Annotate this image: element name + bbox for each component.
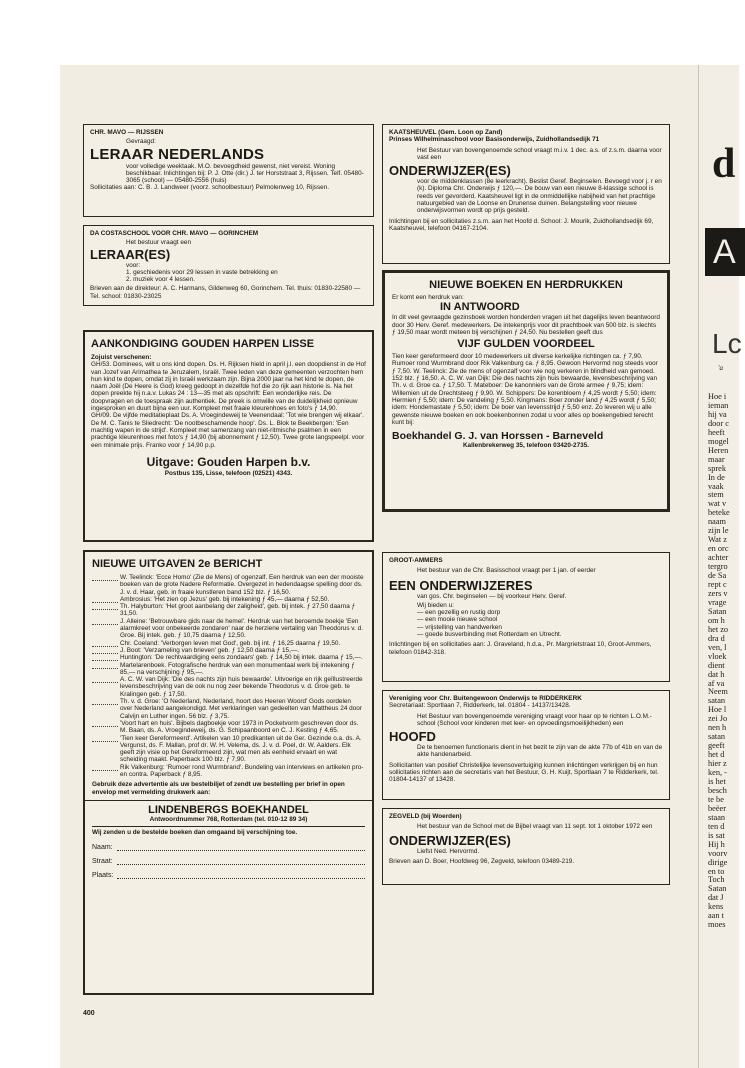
article-line: naam <box>708 517 726 527</box>
name-field[interactable] <box>92 837 365 851</box>
article-line: moes <box>708 920 726 930</box>
ad-body: De te benoemen functionaris dient in het bezit te zijn van de akte 77b of 41b en van de akte handenarbeid. <box>417 744 663 759</box>
article-line: sprek <box>708 463 726 473</box>
ad-title: HOOFD <box>389 729 436 745</box>
article-line: Satan <box>708 606 727 616</box>
ad-voor: voor: <box>126 261 141 269</box>
book-entry <box>92 596 365 603</box>
book-entry-text: J. Alleine: 'Betrouwbare gids naar de hemel'. Herdruk van het beroemde boekje 'Een alarmkreet voor onbekeerde zondaren' naar de herziene vertaling van Theodorus v. d. Groe. Bij intek. geb. ƒ 10,75 daarna ƒ 12,50. <box>120 617 363 640</box>
book-entry <box>92 640 365 647</box>
book-entry-text: Th. Halyburton: 'Het groot aanbelang der zaligheid', geb. bij intek. ƒ 27,50 daarna ƒ 31,50. <box>120 603 356 618</box>
ad-dacosta-gorinchem <box>83 225 374 306</box>
ad-footer: Sollicitanten van positief Christelijke levensovertuiging kunnen inlichtingen verkrijgen bij en hun sollicitaties richten aan de secretaris van het Bestuur, G. H. Kuijt, Sportlaan 7 te Ridderkerk, tel. 01804-14137 of 13428. <box>389 761 659 784</box>
order-note: Gebruik deze advertentie als uw bestelbiljet of zendt uw bestelling per brief in open envelop met vermelding drukwerk aan: <box>92 781 345 796</box>
ad-zegveld <box>382 808 670 885</box>
shop-name: LINDENBERGS BOEKHANDEL <box>148 803 309 816</box>
ad-paragraph: Tien keer gereformeerd door 10 medewerkers uit diverse kerkelijke richtingen ca. ƒ 7,90. Rumoer rond Wurmbrand door Rik Valkenburg ca. ƒ 8,95. Gewoon Hervormd nog steeds voor ƒ 7,50. W. Teelinck: Zie de mens of ogenzalf voor wie nog verkeren in blindheid van gemoed. 152 blz. ƒ 16,50. A. C. W. van Dijk: Die des nachts zijn huis bewaarde, levensbeschrijving van Th. v. d. Groe ca. ƒ 17,50. T. Mateboer: De kanonniers van de Grote armee ƒ 9,75; idem: Willemien uit de Drechtsteeg ƒ 9,90. W. Schippers: De korenbloem ƒ 4,25 wordt ƒ 5,50; idem: Hermien ƒ 5,50; idem: De vandeling ƒ 5,50. Kingmans: Boer zonder land ƒ 4,25 wordt ƒ 5,50; idem: Hondemastate ƒ 5,50; idem: De boer van levensstrijd ƒ 5,50 enz. Zo leveren wij u alle gewenste nieuwe boeken en ook boekenbonnen zodat u voor alles op boekengebied terecht kunt bij: <box>392 353 658 426</box>
ad-mavo-rijssen <box>83 124 374 217</box>
book-entry <box>92 603 365 618</box>
article-line: vaak <box>708 481 724 491</box>
article-line: zijn le <box>708 526 729 536</box>
article-line: heeft <box>708 427 725 437</box>
article-line: mogel <box>708 436 729 446</box>
ad-header: CHR. MAVO — RIJSSEN <box>90 129 164 136</box>
city-field[interactable] <box>92 865 365 879</box>
ad-offer: VIJF GULDEN VOORDEEL <box>457 338 595 351</box>
page-number: 400 <box>83 1010 95 1017</box>
article-line: het zo <box>708 624 729 634</box>
ad-footer: Inlichtingen bij en sollicitaties z.s.m. aan het Hoofd d. School: J. Mourik, Zuidhollandsedijk 69, Kaatsheuvel, telefoon 04167-2104. <box>389 217 654 232</box>
article-line: voorv <box>708 848 728 858</box>
article-line: stem <box>708 490 724 500</box>
article-line: geeft <box>708 741 725 751</box>
ad-intro: Het Bestuur van bovengenoemde school vraagt m.i.v. 1 dec. a.s. of z.s.m. daarna voor vast een <box>417 146 662 161</box>
ad-item: — vrijstelling van handwerken <box>417 623 502 631</box>
book-entry <box>92 662 365 677</box>
book-entry-text: W. Teelinck: 'Ecce Homo' (Zie de Mens) of ogenzalf. Een herdruk van een der mooiste boeken van de grote Nadere Reformatie. Overgezet in hedendaagse spelling door ds. J. v. d. Haar, geb. in fraaie kunstleren band 152 blz. ƒ 16,50. <box>120 574 364 596</box>
article-text-fragment <box>708 393 742 930</box>
article-line: Satan <box>708 884 727 894</box>
article-line: Hoe i <box>708 392 727 401</box>
article-line: dra d <box>708 633 725 643</box>
ad-intro: Er komt een herdruk van: <box>392 294 464 301</box>
article-line: en to <box>708 866 725 876</box>
ad-item: — goede busverbinding met Rotterdam en Utrecht. <box>417 631 562 639</box>
article-line: ken, - <box>708 768 727 778</box>
ad-header: KAATSHEUVEL (Gem. Loon op Zand) <box>389 129 503 136</box>
ad-intro: Gevraagd: <box>126 138 156 146</box>
ad-kaatsheuvel <box>382 124 670 264</box>
ad-title: EEN ONDERWIJZERES <box>389 577 533 593</box>
article-line: nen h <box>708 723 727 733</box>
ad-header: ZEGVELD (bij Woerden) <box>389 813 462 820</box>
article-line: Toch <box>708 875 725 885</box>
article-line: en orc <box>708 544 729 554</box>
ad-title: LERAAR NEDERLANDS <box>90 145 265 163</box>
book-entry <box>92 720 365 735</box>
book-entry <box>92 574 365 596</box>
article-line: is sat <box>708 830 725 840</box>
book-entry-text: 'Tien keer Gereformeerd'. Artikelen van 10 predikanten uit de Ger. Gezinde o.a. ds. A. Vergunst, ds. F. Mallan, prof dr. W. H. Velema, ds. J. v. d. Poel, dr. W. Aalders. Elk geeft zijn visie op het Gereformeerd zijn, wat men als eenheid ervaart en wat scheiding maakt. Paperback 100 blz. ƒ 7,90. <box>120 734 362 764</box>
shop-name: Boekhandel G. J. van Horssen - Barneveld <box>392 430 604 443</box>
ad-intro: Het bestuur van de Chr. Basisschool vraagt per 1 jan. of eerder <box>417 567 596 575</box>
name-label: Naam: <box>92 843 113 851</box>
ad-publisher: Uitgave: Gouden Harpen b.v. <box>146 454 311 469</box>
book-entry <box>92 764 365 779</box>
ad-intro: Het Bestuur van bovengenoemde vereniging vraagt voor haar op te richten L.O.M.-school (School voor kinderen met leer- en opvoedingsmoeilijkheden) een <box>417 712 652 727</box>
ad-intro: Het bestuur vraagt een <box>126 239 192 247</box>
book-entry-text: Chr. Coeland: 'Verborgen leven met God', geb. bij int. ƒ 16,25 daarna ƒ 19,50. <box>120 639 341 647</box>
article-line: zei Jo <box>708 714 728 724</box>
ad-body: voor de middenklassen (8e leerkracht). Beslist Geref. Beginselen. Bevoegd voor j. r en (k). Diploma Chr. Onderwijs ƒ 120,—. De bouw van een nieuwe 8-klassige school is reeds ver gevorderd. Kaatsheuvel ligt in de onmiddellijke nabijheid van het prachtige natuurgebied van de Loonse en Drunense duinen. Belangstelling voor nieuwe onderwijsvormen wordt op prijs gesteld. <box>417 178 662 215</box>
article-line: In de <box>708 472 725 482</box>
book-entry-text: Th. v. d. Groe: 'O Nederland, Nederland, hoort des Heeren Woord' Gods oordelen over Nederland aangekondigd. Met verklaringen van gedeelten van Mattheus 24 door Calvijn en Luther ingen. 56 blz. ƒ 3,75. <box>120 698 362 720</box>
shop-address: Antwoordnummer 768, Rotterdam (tel. 010-12 89 34) <box>149 815 308 823</box>
book-entry-text: J. Boot: 'Verzameling van brieven' geb. ƒ 12,50 daarna ƒ 15,—. <box>120 646 300 654</box>
article-line: satan <box>708 696 726 706</box>
article-line: af va <box>708 678 725 688</box>
ad-bieden: Wij bieden u: <box>417 601 454 609</box>
headline-fragment: d <box>712 141 736 187</box>
ad-body: voor volledige weektaak. M.O. bevoegdheid gewenst, niet vereist. Woning beschikbaar. Inlichtingen bij: P. J. Otte (dir.) J. ter Horststraat 3, Rijssen. Telf. 05480-3065 (school) — 05480-2556 (huis) <box>126 162 364 185</box>
article-line: dat h <box>708 669 725 679</box>
street-field[interactable] <box>92 851 365 865</box>
book-entry-text: Huntington: 'De rechtvaardiging eens zondaars' geb. ƒ 14,50 bij intek. daarna ƒ 15,—. <box>120 654 363 662</box>
black-box-letter: A <box>705 228 745 276</box>
ad-title: ONDERWIJZER(ES) <box>389 832 511 848</box>
article-line: om h <box>708 615 725 625</box>
ad-footer: Brieven aan de direkteur: A. C. Harmans, Gildenweg 60, Gorinchem. Tel. thuis: 01830-22580 — Tel. school: 01830-23025 <box>90 285 361 300</box>
article-line: Neem <box>708 687 728 697</box>
ad-footer: Sollicitaties aan: C. B. J. Landweer (voorz. schoolbestuur) Pelmolenweg 10, Rijssen. <box>90 184 330 192</box>
book-entry-text: 'Voort hart en huis'. Bijbels dagboekje voor 1973 in Pocketvorm geschreven door ds. M. Baan, ds. A. Vroegindeweij, ds. G. Schipaanboord en C. J. Kesting ƒ 4,65. <box>120 719 359 735</box>
ad-title: ONDERWIJZER(ES) <box>389 163 511 179</box>
ad-nieuwe-uitgaven <box>83 550 374 995</box>
article-line: hier z <box>708 759 727 769</box>
ad-herdrukken <box>382 270 670 512</box>
ad-sub: Liefst Ned. Hervormd. <box>417 847 480 855</box>
article-line: staan <box>708 812 726 822</box>
article-line: beëer <box>708 803 726 813</box>
ad-gouden-harpen <box>83 330 374 542</box>
book-entry-text: A. C. W. van Dijk: 'Die des nachts zijn huis bewaarde'. Uitvoerige en rijk geïllustreerde levensbeschrijving van de ook nu nog zeer bekende Theodorus v. d. Groe geb. te Kralingen geb. ƒ 17,50. <box>120 676 363 698</box>
ad-header: Vereniging voor Chr. Buitengewoon Onderwijs te RIDDERKERK <box>389 695 582 702</box>
article-line: te be <box>708 794 724 804</box>
article-line: rept c <box>708 580 727 590</box>
article-line: tergro <box>708 562 728 572</box>
article-line: Hoe l <box>708 705 727 715</box>
ad-sub: Zojuist verschenen: <box>91 354 152 361</box>
book-entry <box>92 735 365 764</box>
article-line: dient <box>708 660 725 670</box>
ad-paragraph: GH/09. De vijfde meditatieplaat Ds. A. Vroegindeweij te Veenendaal: 'Tot wie brengen wij elkaar'. De M. C. Tanis te Sliedrecht: 'De nootbeschamende hoop'. Ds. L. Blok te Beekbergen: 'Een machtig wapen in de strijd'. Kompleet met samenzang van niet-ritmische psalmen in een prachtige kleurenhoes met foto's ƒ 14,90 (bij abonnement ƒ 12,50). Twee grote langspeelpl. voor een minimale prijs. Franko voor ƒ 14,90 p.p. <box>91 412 365 449</box>
ad-header: Secretariaat: Sportlaan 7, Ridderkerk, tel. 01804 - 14137/13428. <box>389 702 571 710</box>
article-line: aan t <box>708 911 724 921</box>
order-coupon <box>85 800 372 879</box>
ad-header: Prinses Wilhelminaschool voor Basisonderwijs, Zuidhollandsedijk 71 <box>389 136 600 144</box>
article-line: ven, l <box>708 642 727 652</box>
book-entry <box>92 654 365 661</box>
book-entry <box>92 647 365 654</box>
ad-item: — een gezellig en rustig dorp <box>417 609 501 617</box>
ad-header: GROOT-AMMERS <box>389 557 443 564</box>
article-line: dat J <box>708 893 724 903</box>
article-line: vrage <box>708 597 727 607</box>
ad-title: NIEUWE UITGAVEN 2e BERICHT <box>92 558 263 570</box>
article-line: vloek <box>708 651 727 661</box>
article-line: de Sa <box>708 571 727 581</box>
ad-book-title: IN ANTWOORD <box>440 301 520 314</box>
ad-footer: Inlichtingen bij en sollicitaties aan: J. Graveland, h.d.a., Pr. Margrietstraat 10, Groot-Ammers, telefoon 01842-318. <box>389 641 652 656</box>
ad-item: — een mooie nieuwe school <box>417 616 498 624</box>
ad-title: AANKONDIGING GOUDEN HARPEN LISSE <box>91 338 315 350</box>
ad-ridderkerk <box>382 690 670 800</box>
article-line: dirige <box>708 857 728 867</box>
article-line: zers v <box>708 588 728 598</box>
article-line: ieman <box>708 400 729 410</box>
quote-fragment: 'a <box>718 364 723 372</box>
article-line: Wat z <box>708 535 727 545</box>
ad-address: Postbus 135, Lisse, telefoon (02521) 4343. <box>164 469 293 477</box>
book-entry-text: Rik Valkenburg: 'Rumoer rond Wurmbrand'. Bundeling van interviews en artikelen pro- en contra. Paperback ƒ 8,95. <box>120 763 364 779</box>
ad-item: 2. muziek voor 4 lessen. <box>126 276 195 284</box>
article-line: door c <box>708 418 729 428</box>
send-note: Wij zenden u de bestelde boeken dan omgaand bij verschijning toe. <box>92 826 365 836</box>
article-line: het d <box>708 750 725 760</box>
article-line: hij va <box>708 409 727 419</box>
street-label: Straat: <box>92 857 113 865</box>
ad-paragraph: In dit veel gevraagde gezinsboek worden honderden vragen uit het dagelijks leven beantwoord door 30 Herv. Geref. medewerkers. De intekenprijs voor dit prachtboek van 500 blz. is slechts ƒ 19,50 maar wordt meteen bij verschijnen ƒ 24,50. Nu bestellen geeft dus <box>392 314 660 336</box>
article-line: kens <box>708 902 724 912</box>
article-line: achter <box>708 553 729 563</box>
ad-item: 1. geschiedenis voor 29 lessen in vaste betrekking en <box>126 268 278 276</box>
article-line: Heren <box>708 445 729 455</box>
article-line: maar <box>708 454 725 464</box>
book-entry-text: Ambrosius: 'Het zien op Jezus' geb. bij intekening ƒ 45,— daarna ƒ 52,50. <box>120 595 330 603</box>
city-label: Plaats: <box>92 871 114 879</box>
article-line: satan <box>708 732 726 742</box>
book-list <box>92 574 365 778</box>
article-line: ten d <box>708 821 725 831</box>
book-entry <box>92 698 365 720</box>
ad-paragraph: GH/53. Dominees, wilt u ons kind dopen. Ds. H. Rijksen hield in april j.l. een doopdienst in de Hof van Jozef van Arimathea te Jeruzalem, Israël. Twee leden van deze gemeenten verzochten hem hun kind te dopen, omdat zij in Israël werkzaam zijn. Bijna 2000 jaar na het kind te dopen, de naam Joël (De Heere is God) kreeg gedoopt in dezelfde hof die zo rijk aan historie is. Na het dopen preekte hij n.a.v. Lukas 24 : 13—35 met als opschrift: Een wonderlijke reis. De doopvragen en de toespraak zijn authentiek. De preek is omwille van de duidelijkheid opnieuw ingesproken en duurt bijna een uur. Kompleet met fraaie kleurenhoes en foto's ƒ 14,90. <box>91 361 366 413</box>
ad-header: DA COSTASCHOOL VOOR CHR. MAVO — GORINCHEM <box>90 230 259 237</box>
article-line: is het <box>708 776 726 786</box>
ad-intro: Het bestuur van de School met de Bijbel vraagt van 11 sept. tot 1 oktober 1972 een <box>417 823 653 831</box>
shop-address: Kallenbrekerweg 35, telefoon 03420-2735. <box>462 442 590 450</box>
subhead-fragment: Lc <box>712 328 742 359</box>
ad-groot-ammers <box>382 552 670 682</box>
article-line: Hij h <box>708 839 725 849</box>
article-line: wat v <box>708 499 727 509</box>
ad-footer: Brieven aan D. Boer, Hoofdweg 96, Zegveld, telefoon 03489-219. <box>389 857 575 865</box>
article-line: beteke <box>708 508 730 518</box>
ad-title: NIEUWE BOEKEN EN HERDRUKKEN <box>429 279 623 291</box>
article-line: besch <box>708 785 727 795</box>
book-entry-text: Martelarenboek. Fotografische herdruk van een monumentaal werk bij intekening ƒ 85,— na verschijning ƒ 95,—. <box>120 661 355 676</box>
book-entry <box>92 618 365 640</box>
ad-title: LERAAR(ES) <box>90 246 171 262</box>
book-entry <box>92 676 365 698</box>
ad-sub: van gos. Chr. beginselen — bij voorkeur Herv. Geref. <box>417 592 567 600</box>
